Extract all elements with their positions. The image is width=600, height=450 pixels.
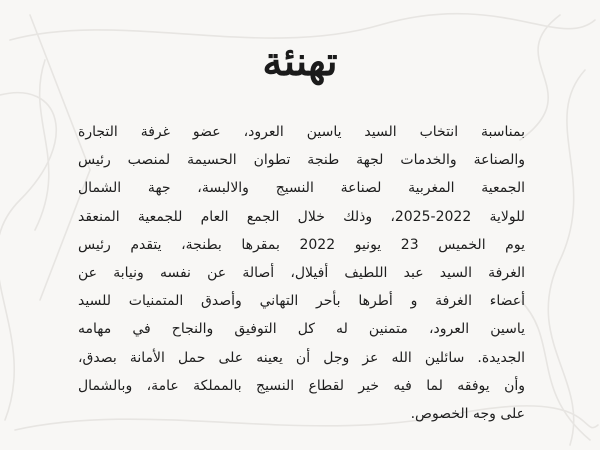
body-line: الغرفة السيد عبد اللطيف أفيلال، أصالة عن نفسه ونيابة عن: [78, 264, 525, 281]
body-line: والصناعة والخدمات لجهة طنجة تطوان الحسيمة لمنصب رئيس: [78, 152, 525, 169]
body-line: وأن يوفقه لما فيه خير لقطاع النسيج بالمملكة عامة، وبالشمال: [78, 377, 525, 394]
body-line: على وجه الخصوص.: [410, 405, 525, 422]
body-line: الجديدة. سائلين الله عز وجل أن يعينه على حمل الأمانة بصدق،: [78, 349, 525, 366]
body-line: ياسين العرود، متمنين له كل التوفيق والنجاح في مهامه: [78, 321, 525, 338]
page-title: تهنئة: [262, 38, 338, 85]
body-line: للولاية 2022-2025، وذلك خلال الجمع العام للجمعية المنعقد: [78, 208, 525, 225]
body-line: يوم الخميس 23 يونيو 2022 بمقرها بطنجة، يتقدم رئيس: [78, 236, 525, 253]
message-body: [78, 118, 525, 428]
body-line: الجمعية المغربية لصناعة النسيج والالبسة، جهة الشمال: [78, 180, 525, 197]
body-line: بمناسبة انتخاب السيد ياسين العرود، عضو غرفة التجارة: [78, 124, 525, 140]
body-line: أعضاء الغرفة و أطرها بأحر التهاني وأصدق المتمنيات للسيد: [78, 293, 525, 310]
